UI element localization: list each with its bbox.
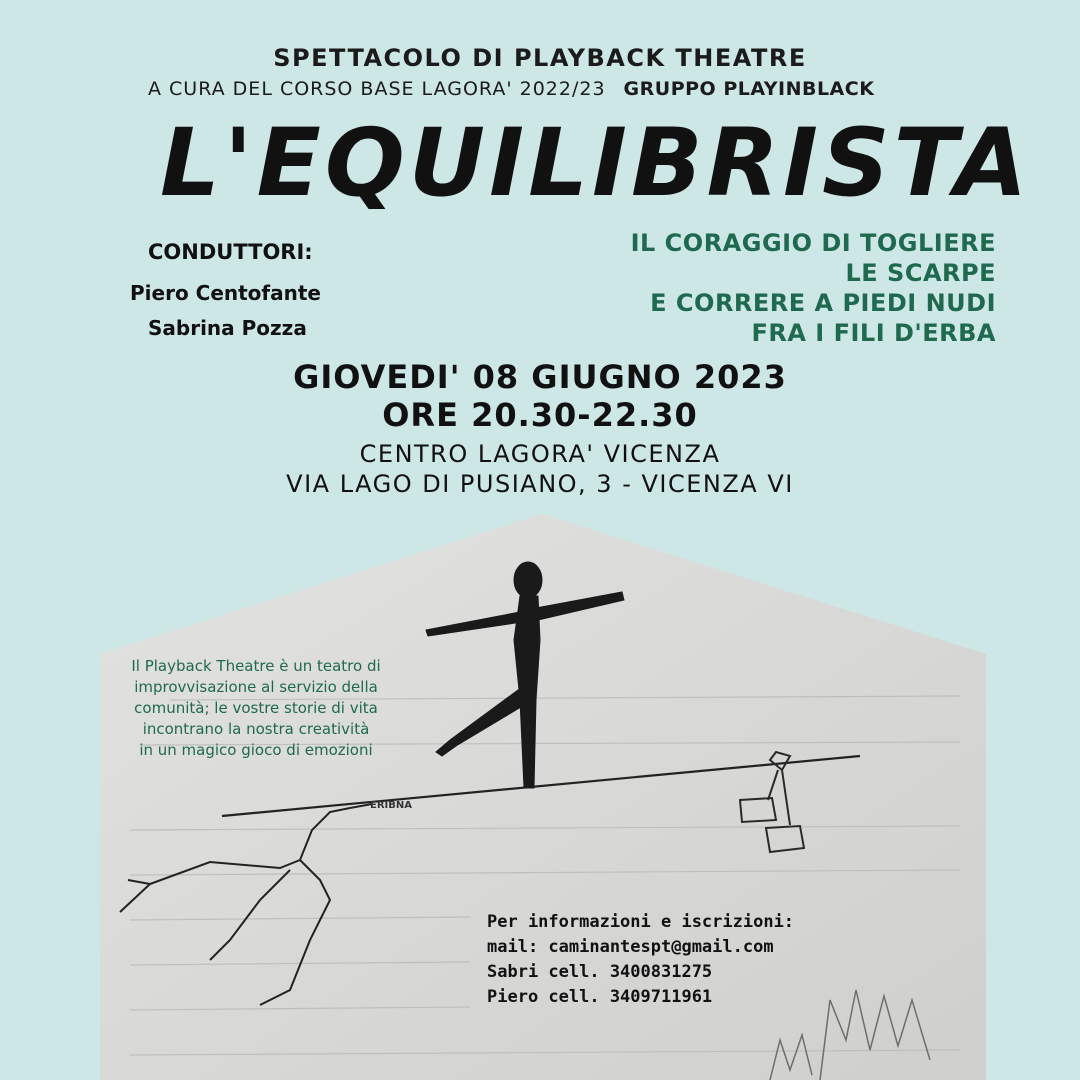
event-date: GIOVEDI' 08 GIUGNO 2023: [293, 358, 787, 396]
tagline-line: E CORRERE A PIEDI NUDI: [650, 289, 996, 317]
contact-phone[interactable]: Sabri cell. 3400831275: [487, 962, 713, 982]
description-blurb: [104, 656, 408, 761]
conductor-name: Sabrina Pozza: [148, 316, 307, 340]
blurb-line: incontrano la nostra creatività: [142, 720, 370, 738]
blurb-line: in un magico gioco di emozioni: [139, 741, 373, 759]
course-text: A CURA DEL CORSO BASE LAGORA' 2022/23: [148, 78, 606, 100]
show-type-heading: SPETTACOLO DI PLAYBACK THEATRE: [273, 44, 807, 72]
event-address: VIA LAGO DI PUSIANO, 3 - VICENZA VI: [286, 470, 794, 498]
contact-info: [487, 910, 794, 1010]
contact-phone[interactable]: Piero cell. 3409711961: [487, 987, 713, 1007]
blurb-line: Il Playback Theatre è un teatro di: [131, 657, 381, 675]
contact-heading: Per informazioni e iscrizioni:: [487, 912, 795, 932]
group-name: GRUPPO PLAYINBLACK: [623, 78, 875, 100]
blurb-line: improvvisazione al servizio della: [134, 678, 378, 696]
blurb-line: comunità; le vostre storie di vita: [134, 699, 378, 717]
tagline: [631, 228, 996, 348]
conductors-label: CONDUTTORI:: [148, 240, 313, 264]
tagline-line: LE SCARPE: [845, 259, 996, 287]
event-time: ORE 20.30-22.30: [382, 396, 698, 434]
drawing-label: ERIBNA: [370, 800, 412, 811]
event-venue: CENTRO LAGORA' VICENZA: [359, 440, 721, 468]
organizer-line: [148, 78, 874, 100]
contact-email[interactable]: mail: caminantespt@gmail.com: [487, 937, 774, 957]
show-title: L'EQUILIBRISTA: [160, 109, 1032, 218]
tagline-line: IL CORAGGIO DI TOGLIERE: [630, 229, 996, 257]
tagline-line: FRA I FILI D'ERBA: [751, 319, 996, 347]
conductor-name: Piero Centofante: [130, 281, 321, 305]
